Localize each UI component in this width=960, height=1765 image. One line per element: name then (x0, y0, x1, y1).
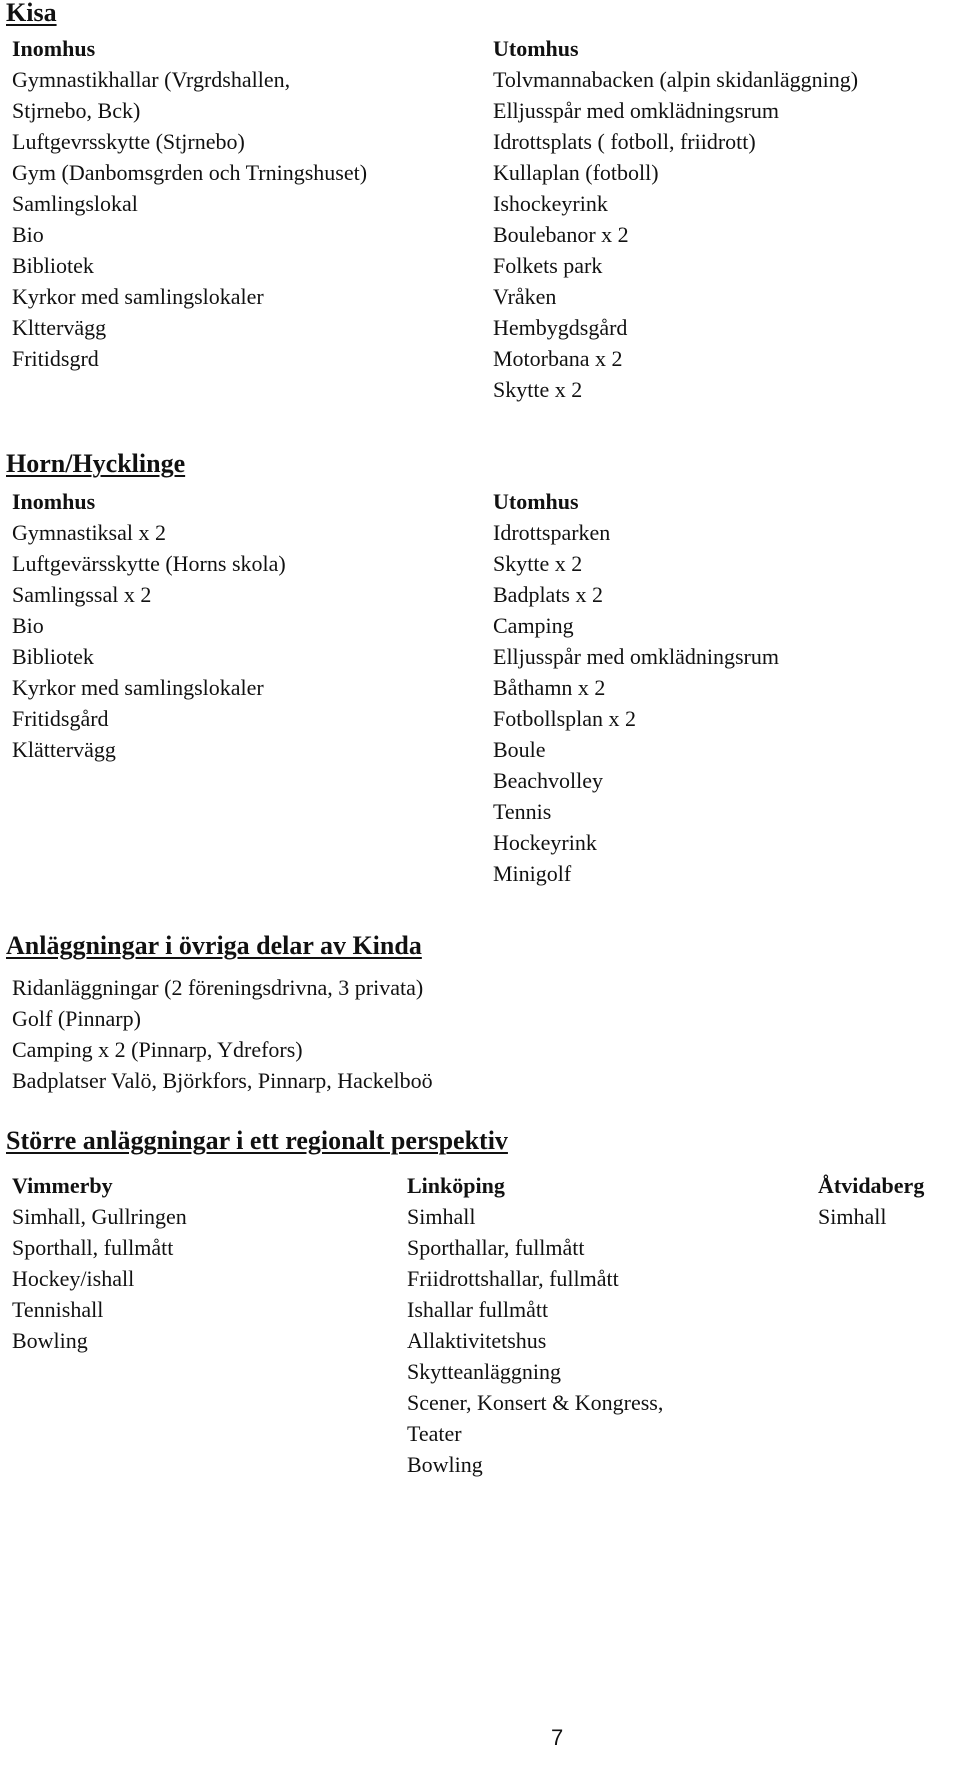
list-item: Vråken (493, 284, 557, 309)
list-item: Simhall (818, 1204, 887, 1229)
page-number: 7 (551, 1725, 564, 1750)
list-item: Elljusspår med omklädningsrum (493, 98, 779, 123)
list-item: Sporthallar, fullmått (407, 1235, 585, 1260)
vimmerby-column (12, 1170, 187, 1356)
list-item: Allaktivitetshus (407, 1328, 547, 1353)
list-item: Idrottsplats ( fotboll, friidrott) (493, 129, 756, 154)
list-item: Tolvmannabacken (alpin skidanläggning) (493, 67, 859, 92)
list-item: Boule (493, 737, 546, 762)
list-item: Båthamn x 2 (493, 675, 606, 700)
section-title-horn-hycklinge: Horn/Hycklinge (6, 449, 186, 478)
list-item: Tennis (493, 799, 552, 824)
list-item: Badplatser Valö, Björkfors, Pinnarp, Hackelboö (12, 1068, 433, 1093)
linkoping-header: Linköping (407, 1173, 505, 1198)
list-item: Klättervägg (12, 737, 116, 762)
list-item: Ridanläggningar (2 föreningsdrivna, 3 privata) (12, 975, 424, 1000)
list-item: Scener, Konsert & Kongress, (407, 1390, 664, 1415)
list-item: Elljusspår med omklädningsrum (493, 644, 779, 669)
list-item: Golf (Pinnarp) (12, 1006, 141, 1031)
list-item: Minigolf (493, 861, 572, 886)
list-item: Bibliotek (12, 253, 94, 278)
list-item: Bio (12, 222, 44, 247)
section-title-regional: Större anläggningar i ett regionalt perspektiv (6, 1126, 508, 1155)
list-item: Ishockeyrink (493, 191, 608, 216)
list-item: Folkets park (493, 253, 603, 278)
list-item: Fritidsgård (12, 706, 109, 731)
list-item: Fotbollsplan x 2 (493, 706, 637, 731)
list-item: Samlingssal x 2 (12, 582, 152, 607)
list-item: Bowling (12, 1328, 88, 1353)
vimmerby-header: Vimmerby (12, 1173, 113, 1198)
list-item: Luftgevrsskytte (Stjrnebo) (12, 129, 245, 154)
list-item: Sporthall, fullmått (12, 1235, 174, 1260)
list-item: Camping (493, 613, 574, 638)
kisa-inomhus-header: Inomhus (12, 36, 96, 61)
atvidaberg-column (818, 1170, 924, 1232)
kisa-utomhus-header: Utomhus (493, 36, 579, 61)
list-item: Gym (Danbomsgrden och Trningshuset) (12, 160, 368, 185)
list-item: Hembygdsgård (493, 315, 628, 340)
list-item: Friidrottshallar, fullmått (407, 1266, 619, 1291)
list-item: Ishallar fullmått (407, 1297, 549, 1322)
list-item: Fritidsgrd (12, 346, 99, 371)
list-item: Klttervägg (12, 315, 107, 340)
list-item: Beachvolley (493, 768, 603, 793)
list-item: Kyrkor med samlingslokaler (12, 284, 264, 309)
list-item: Gymnastiksal x 2 (12, 520, 166, 545)
list-item: Kyrkor med samlingslokaler (12, 675, 264, 700)
list-item: Bowling (407, 1452, 483, 1477)
kinda-list (12, 972, 433, 1096)
list-item: Teater (407, 1421, 462, 1446)
horn-inomhus-column (12, 486, 286, 765)
list-item: Skytte x 2 (493, 377, 583, 402)
list-item: Hockeyrink (493, 830, 597, 855)
list-item: Skytte x 2 (493, 551, 583, 576)
list-item: Bio (12, 613, 44, 638)
list-item: Badplats x 2 (493, 582, 603, 607)
section-title-kinda: Anläggningar i övriga delar av Kinda (6, 931, 422, 960)
horn-utomhus-header: Utomhus (493, 489, 579, 514)
list-item: Samlingslokal (12, 191, 138, 216)
list-item: Simhall (407, 1204, 476, 1229)
linkoping-column (407, 1170, 663, 1480)
list-item: Bibliotek (12, 644, 94, 669)
kisa-inomhus-column (12, 33, 367, 374)
list-item: Kullaplan (fotboll) (493, 160, 659, 185)
list-item: Tennishall (12, 1297, 104, 1322)
horn-utomhus-column (493, 486, 779, 889)
list-item: Motorbana x 2 (493, 346, 623, 371)
list-item: Luftgevärsskytte (Horns skola) (12, 551, 286, 576)
list-item: Simhall, Gullringen (12, 1204, 187, 1229)
list-item: Boulebanor x 2 (493, 222, 629, 247)
list-item: Hockey/ishall (12, 1266, 135, 1291)
section-title-kisa: Kisa (6, 0, 57, 27)
list-item: Stjrnebo, Bck) (12, 98, 141, 123)
list-item: Gymnastikhallar (Vrgrdshallen, (12, 67, 291, 92)
horn-inomhus-header: Inomhus (12, 489, 96, 514)
kisa-utomhus-column (493, 33, 858, 405)
list-item: Skytteanläggning (407, 1359, 561, 1384)
list-item: Camping x 2 (Pinnarp, Ydrefors) (12, 1037, 303, 1062)
list-item: Idrottsparken (493, 520, 611, 545)
atvidaberg-header: Åtvidaberg (818, 1173, 925, 1198)
